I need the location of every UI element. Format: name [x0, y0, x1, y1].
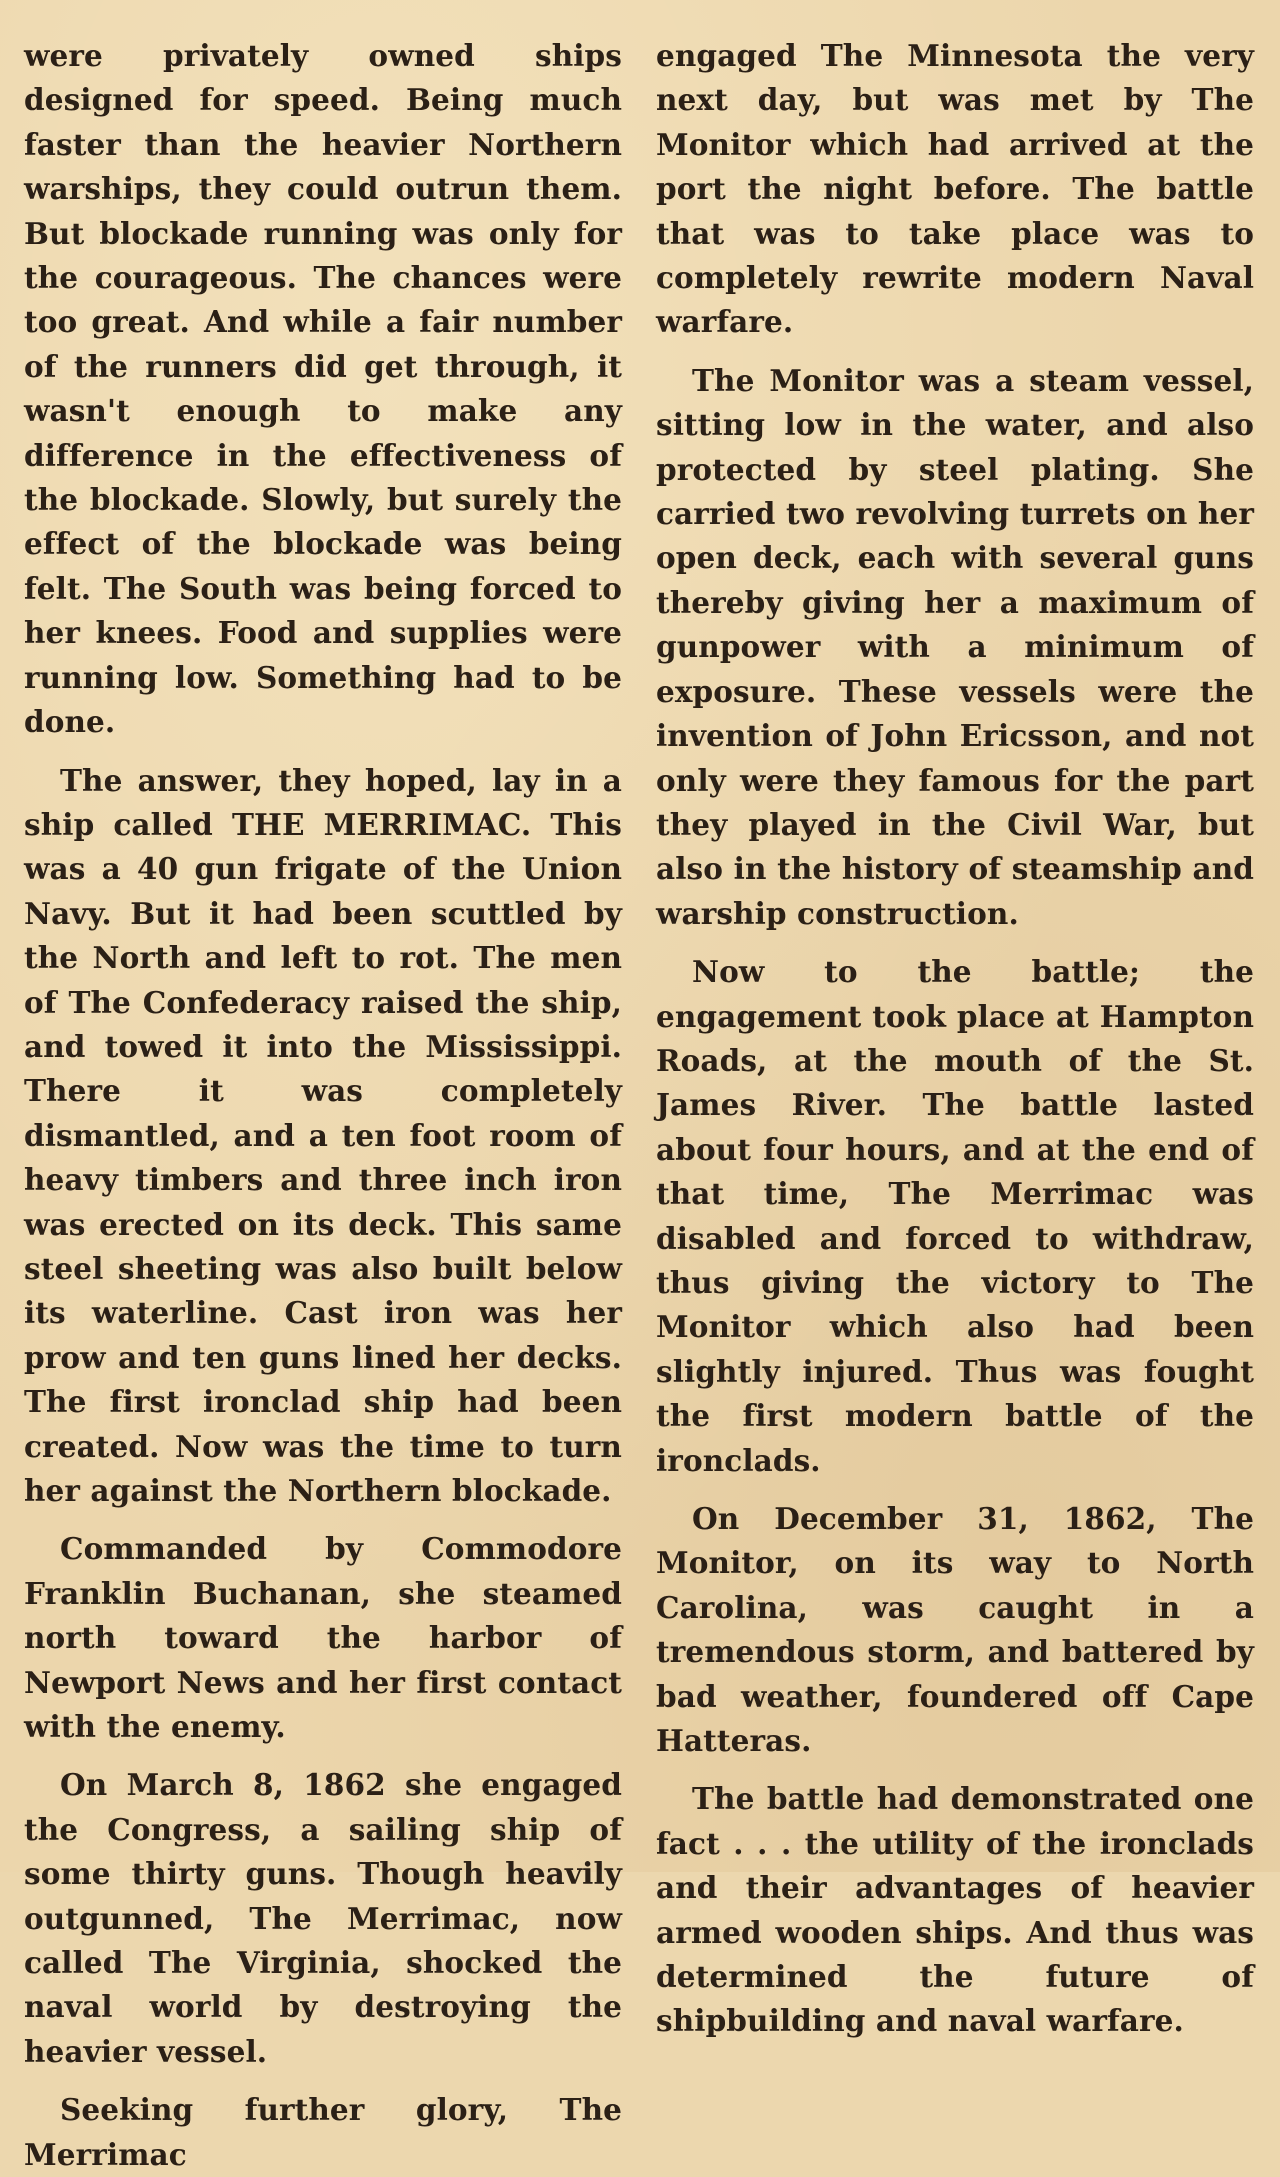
paragraph-buchanan-command: Commanded by Commodore Franklin Buchanan, she steamed north toward the harbor of Newport News and her first contact with the enemy.: [24, 1531, 622, 1745]
paragraph-monitor-foundered: On December 31, 1862, The Monitor, on its way to North Carolina, was caught in a tremendous storm, and battered by bad weather, foundered off Cape Hatteras.: [656, 1501, 1254, 1759]
paragraph-blockade-runners: were privately owned ships designed for speed. Being much faster than the heavier Northern warships, they could outrun them. But blockade running was only for the courageous. The chances were too great. And while a fair number of the runners did get through, it wasn't enough to make any difference in the effectiveness of the blockade. Slowly, but surely the effect of the blockade was being felt. The South was being forced to her knees. Food and supplies were running low. Something had to be done.: [24, 38, 622, 740]
left-column: [22, 34, 622, 2172]
paragraph-hampton-roads-battle: Now to the battle; the engagement took place at Hampton Roads, at the mouth of the St. James River. The battle lasted about four hours, and at the end of that time, The Merrimac was disabled and forced to withdraw, thus giving the victory to The Monitor which also had been slightly injured. Thus was fought the first modern battle of the ironclads.: [656, 954, 1254, 1478]
paragraph-minnesota-monitor: engaged The Minnesota the very next day, but was met by The Monitor which had arrived at the port the night before. The battle that was to take place was to completely rewrite modern Naval warfare.: [656, 38, 1254, 340]
paragraph-congress-engagement: On March 8, 1862 she engaged the Congress, a sailing ship of some thirty guns. Though heavily outgunned, The Merrimac, now called The Virginia, shocked the naval world by destroying the heavier vessel.: [24, 1767, 622, 2069]
paragraph-battle-conclusion: The battle had demonstrated one fact . . . the utility of the ironclads and their advantages of heavier armed wooden ships. And thus was determined the future of shipbuilding and naval warfare.: [656, 1781, 1254, 2039]
paragraph-further-glory: Seeking further glory, The Merrimac: [24, 2092, 622, 2172]
paragraph-merrimac-rebuilt: The answer, they hoped, lay in a ship called THE MERRIMAC. This was a 40 gun frigate of the Union Navy. But it had been scuttled by the North and left to rot. The men of The Confederacy raised the ship, and towed it into the Mississippi. There it was completely dismantled, and a ten foot room of heavy timbers and three inch iron was erected on its deck. This same steel sheeting was also built below its waterline. Cast iron was her prow and ten guns lined her decks. The first ironclad ship had been created. Now was the time to turn her against the Northern blockade.: [24, 762, 622, 1508]
right-column: [656, 34, 1256, 2039]
paragraph-monitor-description: The Monitor was a steam vessel, sitting low in the water, and also protected by steel plating. She carried two revolving turrets on her open deck, each with several guns thereby giving her a maximum of gunpower with a minimum of exposure. These vessels were the invention of John Ericsson, and not only were they famous for the part they played in the Civil War, but also in the history of steamship and warship construction.: [656, 362, 1254, 931]
